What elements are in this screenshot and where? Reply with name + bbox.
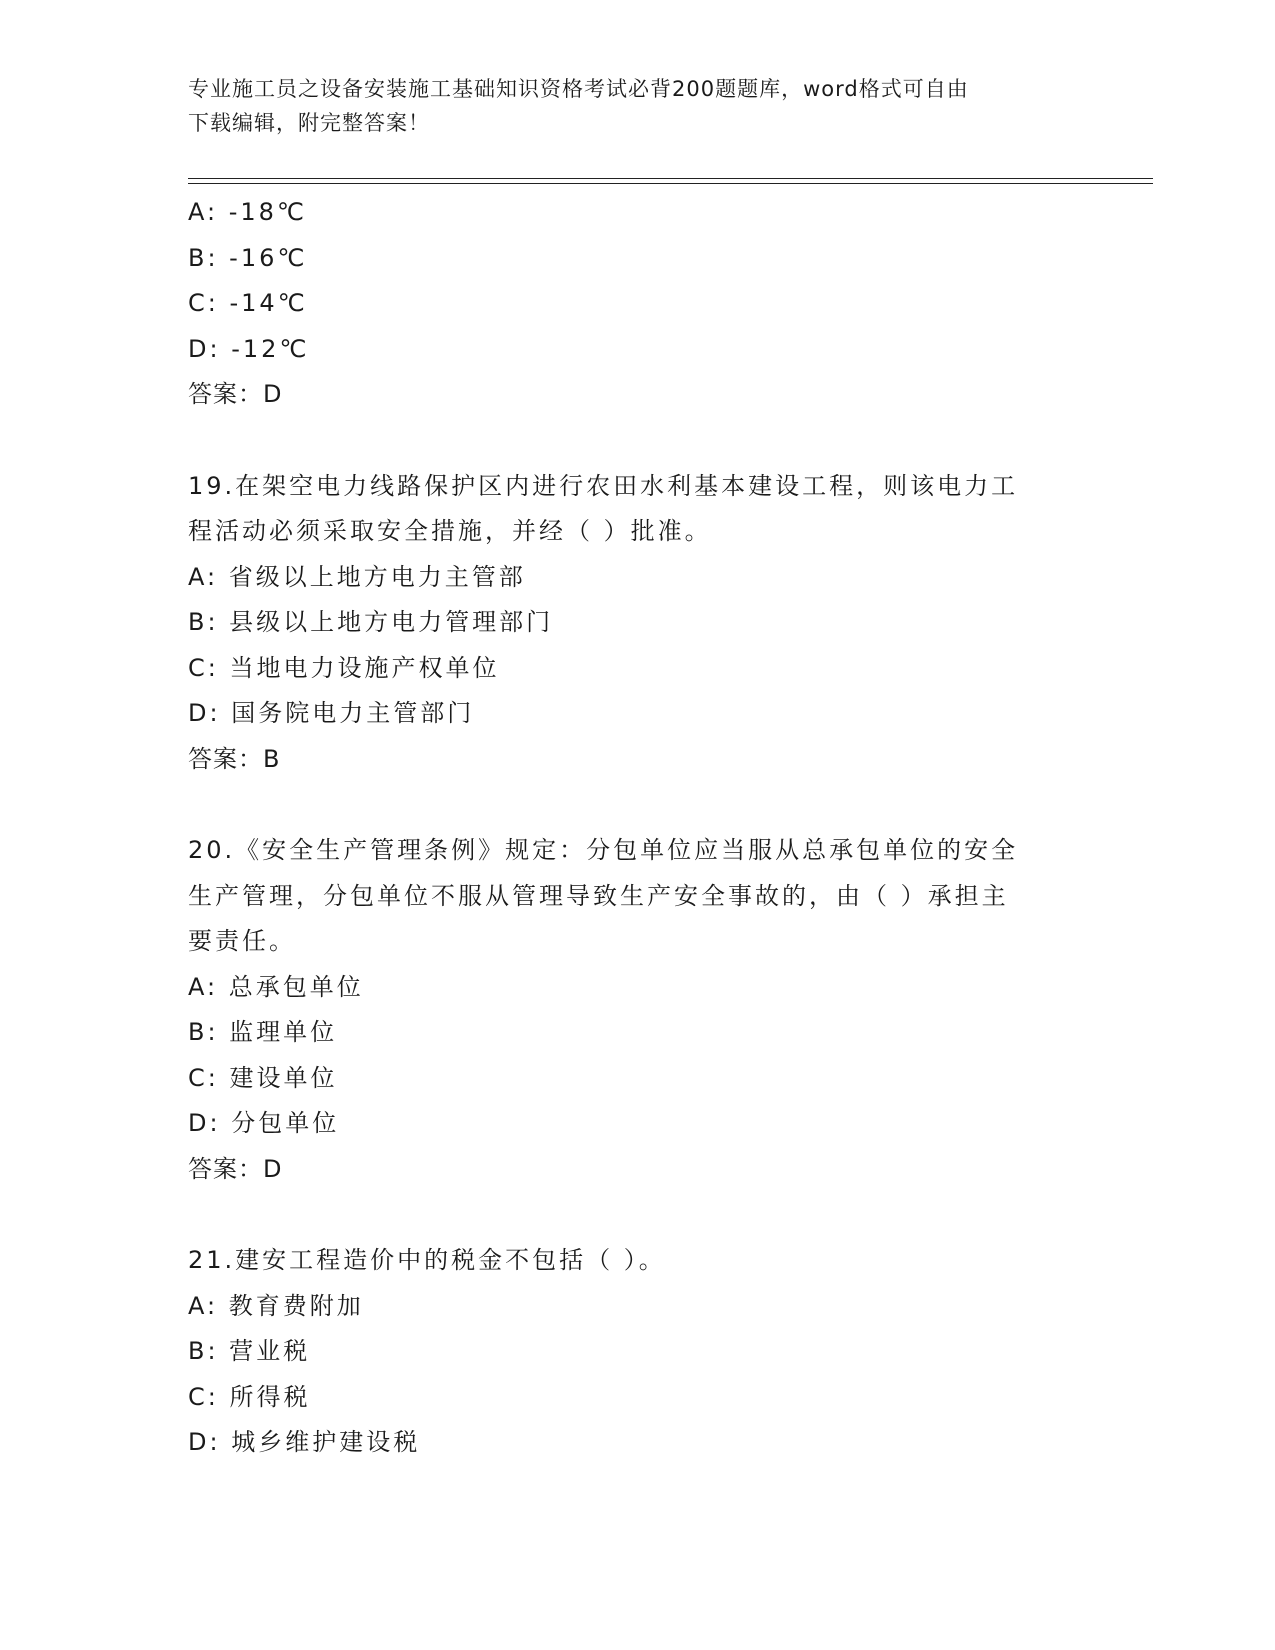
option-b: B: -16℃ xyxy=(188,243,308,272)
option-d: D: -12℃ xyxy=(188,334,310,363)
spacer xyxy=(188,782,1088,828)
option-c: C: 当地电力设施产权单位 xyxy=(188,653,500,682)
option-a: A: 总承包单位 xyxy=(188,972,364,1001)
question-text-line-3: 要责任。 xyxy=(188,927,296,955)
header-line-2: 下载编辑，附完整答案！ xyxy=(188,111,430,135)
header-line-1: 专业施工员之设备安装施工基础知识资格考试必背200题题库，word格式可自由 xyxy=(188,77,969,101)
answer: 答案：D xyxy=(188,1154,283,1183)
option-c: C: -14℃ xyxy=(188,289,308,317)
option-b: B: 县级以上地方电力管理部门 xyxy=(188,608,554,636)
header-divider-bottom xyxy=(188,183,1153,184)
option-b: B: 营业税 xyxy=(188,1337,311,1365)
question-text-line-2: 程活动必须采取安全措施，并经（ ）批准。 xyxy=(188,517,712,545)
answer: 答案：B xyxy=(188,744,281,773)
document-header xyxy=(188,72,1088,140)
question-19 xyxy=(188,464,1088,783)
question-text-line-1: 20.《安全生产管理条例》规定：分包单位应当服从总承包单位的安全 xyxy=(188,836,1019,864)
question-text-line-1: 19.在架空电力线路保护区内进行农田水利基本建设工程，则该电力工 xyxy=(188,471,1019,500)
option-c: C: 建设单位 xyxy=(188,1063,338,1092)
question-text-line-2: 生产管理，分包单位不服从管理导致生产安全事故的，由（ ）承担主 xyxy=(188,881,1009,910)
header-divider-top xyxy=(188,178,1153,179)
option-d: D: 城乡维护建设税 xyxy=(188,1428,421,1456)
question-list xyxy=(188,190,1088,1466)
option-a: A: 教育费附加 xyxy=(188,1291,364,1320)
option-b: B: 监理单位 xyxy=(188,1018,338,1046)
question-21 xyxy=(188,1238,1088,1466)
option-a: A: 省级以上地方电力主管部 xyxy=(188,562,526,591)
question-20 xyxy=(188,828,1088,1192)
question-text-line-1: 21.建安工程造价中的税金不包括（ ）。 xyxy=(188,1246,666,1274)
option-c: C: 所得税 xyxy=(188,1382,311,1411)
option-d: D: 国务院电力主管部门 xyxy=(188,699,475,727)
spacer xyxy=(188,1192,1088,1238)
option-a: A: -18℃ xyxy=(188,198,307,226)
option-d: D: 分包单位 xyxy=(188,1109,340,1137)
question-18 xyxy=(188,190,1088,418)
answer: 答案：D xyxy=(188,380,283,408)
spacer xyxy=(188,418,1088,464)
